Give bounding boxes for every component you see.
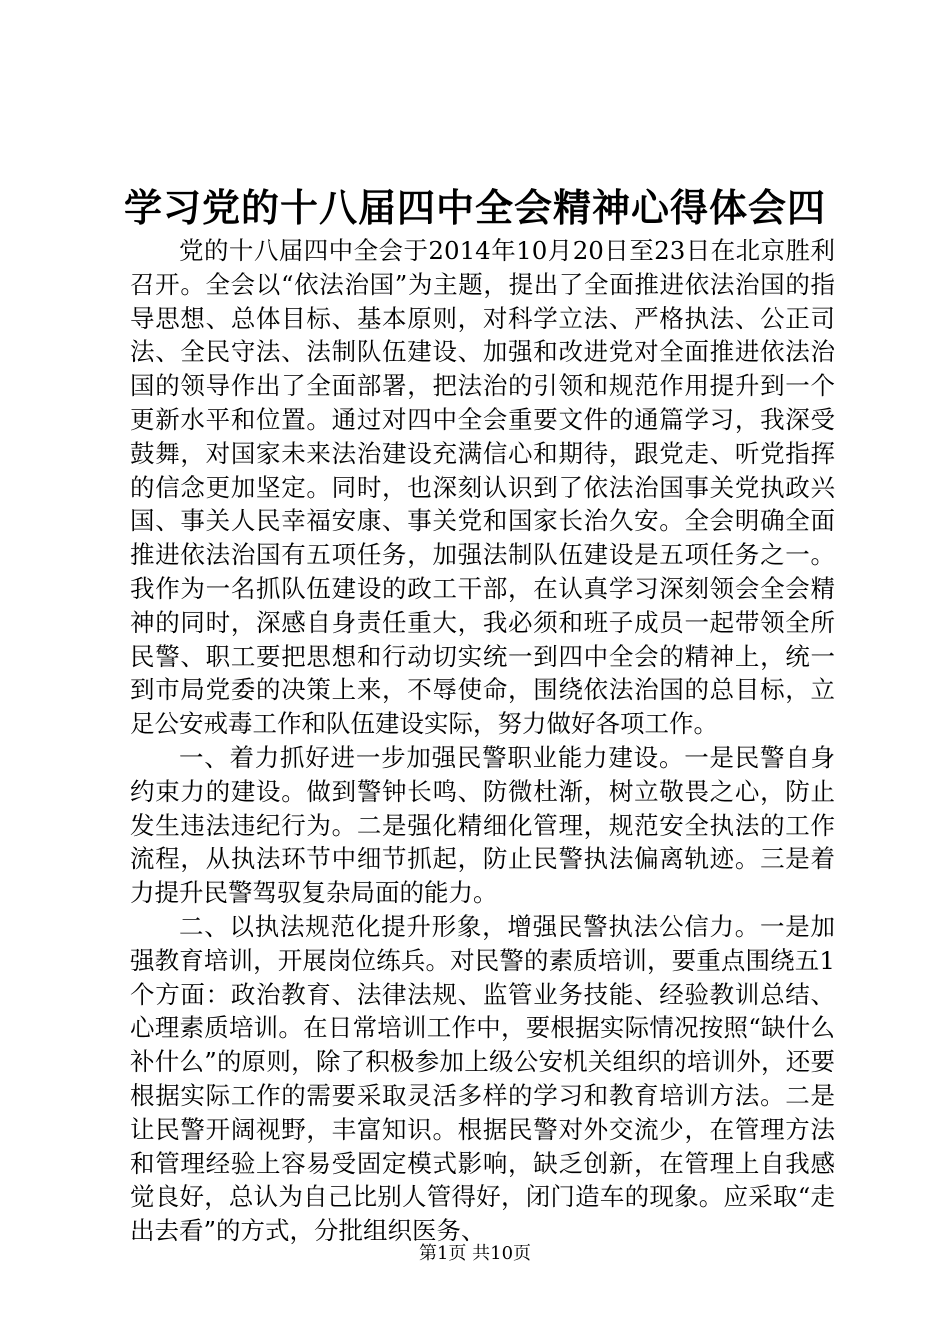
paragraph-point-two: 二、以执法规范化提升形象，增强民警执法公信力。一是加强教育培训，开展岗位练兵。对民警的素质培训，要重点围绕五1个方面：政治教育、法律法规、监管业务技能、经验教训总结、心理素质培训。在日常培训工作中，要根据实际情况按照“缺什么补什么”的原则，除了积极参加上级公安机关组织的培训外，还要根据实际工作的需要采取灵活多样的学习和教育培训方法。二是让民警开阔视野，丰富知识。根据民警对外交流少，在管理方法和管理经验上容易受固定模式影响，缺乏创新，在管理上自我感觉良好，总认为自己比别人管得好，闭门造车的现象。应采取“走出去看”的方式，分批组织医务、: [130, 911, 835, 1246]
paragraph-point-one: 一、着力抓好进一步加强民警职业能力建设。一是民警自身约束力的建设。做到警钟长鸣、防微杜渐，树立敬畏之心，防止发生违法违纪行为。二是强化精细化管理，规范安全执法的工作流程，从执法环节中细节抓起，防止民警执法偏离轨迹。三是着力提升民警驾驭复杂局面的能力。: [130, 742, 835, 908]
document-body: [130, 234, 835, 1248]
document-title: 学习党的十八届四中全会精神心得体会四: [123, 185, 826, 230]
page-footer: 第1页 共10页: [418, 1243, 532, 1264]
paragraph-intro: 党的十八届四中全会于2014年10月20日至23日在北京胜利召开。全会以“依法治国”为主题，提出了全面推进依法治国的指导思想、总体目标、基本原则，对科学立法、严格执法、公正司法、全民守法、法制队伍建设、加强和改进党对全面推进依法治国的领导作出了全面部署，把法治的引领和规范作用提升到一个更新水平和位置。通过对四中全会重要文件的通篇学习，我深受鼓舞，对国家未来法治建设充满信心和期待，跟党走、听党指挥的信念更加坚定。同时，也深刻认识到了依法治国事关党执政兴国、事关人民幸福安康、事关党和国家长治久安。全会明确全面推进依法治国有五项任务，加强法制队伍建设是五项任务之一。我作为一名抓队伍建设的政工干部，在认真学习深刻领会全会精神的同时，深感自身责任重大，我必须和班子成员一起带领全所民警、职工要把思想和行动切实统一到四中全会的精神上，统一到市局党委的决策上来，不辱使命，围绕依法治国的总目标，立足公安戒毒工作和队伍建设实际，努力做好各项工作。: [130, 236, 835, 739]
